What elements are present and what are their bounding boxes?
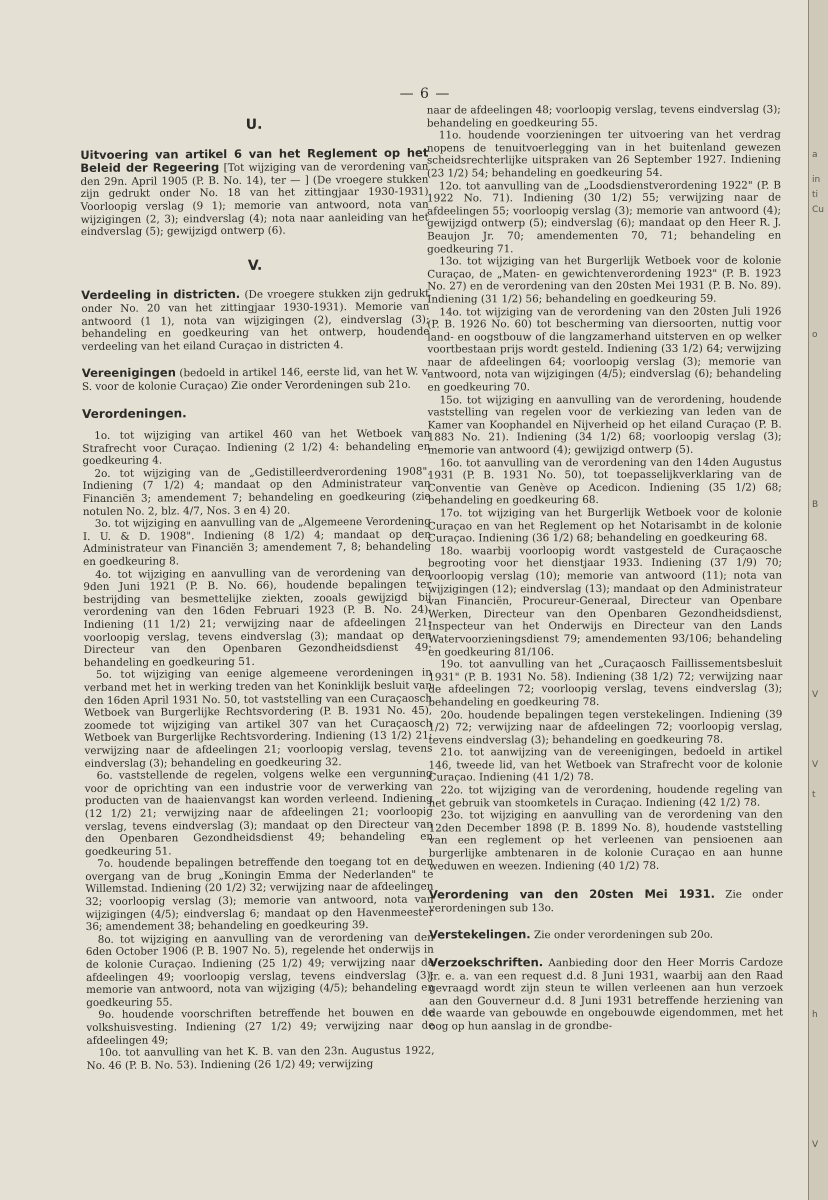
list-item: 6o. vaststellende de regelen, volgens welke een vergunning voor de oprichting van een industrie voor de verwerking van producten van de haaienvangst kan worden verleend. Indiening (12 1/2) 21; verwijzing naar de afdeelingen 21; voorloopig verslag, tevens eindverslag (3); mandaat op den Directeur van den Openbaren Gezondheidsdienst 49; behandeling en goedkeuring 51. <box>84 767 434 858</box>
list-item: 19o. tot aanvulling van het „Curaçaosch Faillissementsbesluit 1931" (P. B. 1931 No. 58). Indiening (38 1/2) 72; verwijzing naar de afdeelingen 72; voorloopig verslag, tevens eindverslag (3); behandeling en goedkeuring 78. <box>428 657 783 709</box>
vereenigingen-text: (bedoeld in artikel 146, eerste lid, van het W. v. S. voor de kolonie Curaçao) Zie onder Verordeningen sub 21o. <box>81 365 430 393</box>
spine-mark: o <box>812 330 818 340</box>
list-item: 9o. houdende voorschriften betreffende het bouwen en de volkshuisvesting. Indiening (27 1/2) 49; verwijzing naar de afdeelingen 49; <box>86 1006 435 1047</box>
spine-mark: B <box>812 500 819 510</box>
spine-mark: ti <box>812 190 819 200</box>
verzoekschriften-text: Aanbieding door den Heer Morris Cardoze Jr. e. a. van een request d.d. 8 Juni 1931, waarbij aan den Raad gevraagd wordt zijn steun te willen verleenen aan hun verzoek aan den Gouverneur d.d. 8 Juni 1931 betreffende herziening van de waarde van gebouwde en ongebouwde eigendommen, met het oog op hun aanslag in de grondbe- <box>429 956 784 1033</box>
spine-mark: V <box>812 690 819 700</box>
list-item: 11o. houdende voorzieningen ter uitvoering van het verdrag nopens de tenuitvoerlegging van in het buitenland gewezen scheidsrechterlijke uitspraken van 26 September 1927. Indiening (23 1/2) 54; behandeling en goedkeuring 54. <box>426 128 781 180</box>
spine-mark: h <box>812 1010 818 1020</box>
right-column <box>427 104 783 1033</box>
verordening-1931-heading: Verordening van den 20sten Mei 1931. <box>428 886 715 902</box>
list-item: 8o. tot wijziging en aanvulling van de verordening van den 6den October 1906 (P. B. 1907 No. 5), regelende het onderwijs in de kolonie Curaçao. Indiening (25 1/2) 49; verwijzing naar de afdeelingen 49; voorloopig verslag, tevens eindverslag (3); memorie van antwoord, nota van wijziging (4/5); behandeling en goedkeuring 55. <box>85 931 435 1009</box>
section-letter-u: U. <box>245 116 263 133</box>
verstekelingen-heading: Verstekelingen. <box>428 927 531 942</box>
verordening-1931-entry <box>429 888 783 915</box>
list-item: 14o. tot wijziging van de verordening van den 20sten Juli 1926 (P. B. 1926 No. 60) tot bescherming van diersoorten, nuttig voor land- en oogstbouw of die langzamerhand uitsterven en op welker voortbestaan prijs wordt gesteld. Indiening (33 1/2) 64; verwijzing naar de afdeelingen 64; voorloopig verslag (3); memorie van antwoord, nota van wijzigingen (4/5); eindverslag (6); behandeling en goedkeuring 70. <box>427 305 782 394</box>
verzoekschriften-entry <box>429 956 783 1033</box>
spine-mark: V <box>812 760 819 770</box>
verdeeling-text: (De vroegere stukken zijn gedrukt onder No. 20 van het zittingjaar 1930-1931). Memorie van antwoord (1 1), nota van wijzigingen (2), eindverslag (3); behandeling en goedkeuring van het ontwerp, houdende verdeeling van het eiland Curaçao in districten 4. <box>81 287 430 353</box>
list-item: 22o. tot wijziging van de verordening, houdende regeling van het gebruik van stoomketels in Curaçao. Indiening (42 1/2) 78. <box>428 783 783 810</box>
list-item: 21o. tot aanwijzing van de vereenigingen, bedoeld in artikel 146, tweede lid, van het Wetboek van Strafrecht voor de kolonie Curaçao. Indiening (41 1/2) 78. <box>428 745 783 784</box>
section-u-entry <box>80 146 429 239</box>
verordening-1931-text: Zie onder verordeningen sub 13o. <box>428 888 783 915</box>
verdeeling-entry <box>81 287 429 353</box>
list-item: 20o. houdende bepalingen tegen verstekelingen. Indiening (39 1/2) 72; verwijzing naar de afdeelingen 72; voorloopig verslag, tevens eindverslag (3); behandeling en goedkeuring 78. <box>428 708 783 747</box>
verstekelingen-text: Zie onder verordeningen sub 20o. <box>533 929 714 942</box>
list-item: 2o. tot wijziging van de „Gedistilleerdverordening 1908". Indiening (7 1/2) 4; mandaat op den Administrateur van Financiën 3; amendement 7; behandeling en goedkeuring (zie notulen No. 2, blz. 4/7, Nos. 3 en 4) 20. <box>82 465 431 518</box>
list-item: 13o. tot wijziging van het Burgerlijk Wetboek voor de kolonie Curaçao, de „Maten- en gewichtenverordening 1923" (P. B. 1923 No. 27) en de verordening van den 20sten Mei 1931 (P. B. No. 89). Indiening (31 1/2) 56; behandeling en goedkeuring 59. <box>427 254 782 306</box>
spine-mark: in <box>812 175 821 185</box>
list-item: 15o. tot wijziging en aanvulling van de verordening, houdende vaststelling van regelen voor de verkiezing van leden van de Kamer van Koophandel en Nijverheid op het eiland Curaçao (P. B. 1883 No. 21). Indiening (34 1/2) 68; voorloopig verslag (3); memorie van antwoord (4); gewijzigd ontwerp (5). <box>427 393 782 457</box>
verdeeling-heading: Verdeeling in districten. <box>81 287 241 303</box>
list-item: 18o. waarbij voorloopig wordt vastgesteld de Curaçaosche begrooting voor het dienstjaar 1933. Indiening (37 1/9) 70; voorloopig verslag (10); memorie van antwoord (11); nota van wijzigingen (12); eindverslag (13); mandaat op den Administrateur van Financiën, Procureur-Generaal, Directeur van Openbare Werken, Directeur van den Openbaren Gezondheidsdienst, Inspecteur van het Onderwijs en Directeur van den Lands Watervoorzieningsdienst 79; amendementen 93/106; behandeling en goedkeuring 81/106. <box>427 544 783 658</box>
spine-mark: t <box>812 790 816 800</box>
vereenigingen-heading: Vereenigingen <box>81 365 176 381</box>
section-u-heading: Uitvoering van artikel 6 van het Reglement op het Beleid der Regeering <box>80 145 429 176</box>
list-item-continued: naar de afdeelingen 48; voorloopig verslag, tevens eindverslag (3); behandeling en goedkeuring 55. <box>426 103 781 130</box>
list-item: 7o. houdende bepalingen betreffende den toegang tot en den overgang van de brug „Koningin Emma der Nederlanden" te Willemstad. Indiening (20 1/2) 32; verwijzing naar de afdeelingen 32; voorloopig verslag (3); memorie van antwoord, nota van wijzigingen (4/5); eindverslag 6; mandaat op den Havenmeester 36; amendement 38; behandeling en goedkeuring 39. <box>85 855 434 934</box>
list-item: 10o. tot aanvulling van het K. B. van den 23n. Augustus 1922, No. 46 (P. B. No. 53). Indiening (26 1/2) 49; verwijzing <box>86 1044 435 1072</box>
list-item: 4o. tot wijziging en aanvulling van de verordening van den 9den Juni 1921 (P. B. No. 66), houdende bepalingen ter bestrijding van besmettelijke ziekten, zooals gewijzigd bij verordening van den 16den Februari 1923 (P. B. No. 24). Indiening (11 1/2) 21; verwijzing naar de afdeelingen 21; voorloopig verslag, tevens eindverslag (3); mandaat op den Directeur van den Openbaren Gezondheidsdienst 49; behandeling en goedkeuring 51. <box>83 566 432 669</box>
page-number: — 6 — <box>399 86 451 102</box>
spine-mark: Cu <box>812 205 824 215</box>
list-item: 23o. tot wijziging en aanvulling van de verordening van den 12den December 1898 (P. B. 1899 No. 8), houdende vaststelling van een reglement op het verleenen van pensioenen aan burgerlijke ambtenaren in de kolonie Curaçao en aan hunne weduwen en weezen. Indiening (40 1/2) 78. <box>428 808 783 873</box>
list-item: 5o. tot wijziging van eenige algemeene verordeningen in verband met het in werking treden van het Koninklijk besluit van den 16den April 1931 No. 50, tot vaststelling van een Curaçaosch Wetboek van Burgerlijke Rechtsvordering (P. B. 1931 No. 45), zoomede tot wijziging van artikel 307 van het Curaçaosch Wetboek van Burgerlijke Rechtsvordering. Indiening (13 1/2) 21; verwijzing naar de afdeelingen 21; voorloopig verslag, tevens eindverslag (3); behandeling en goedkeuring 32. <box>83 666 433 770</box>
adjacent-page-edge <box>808 0 828 1200</box>
section-letter-v: V. <box>247 257 263 274</box>
list-item: 12o. tot aanvulling van de „Loodsdienstverordening 1922" (P. B 1922 No. 71). Indiening (30 1/2) 55; verwijzing naar de afdeelingen 55; voorloopig verslag (3); memorie van antwoord (4); gewijzigd ontwerp (5); eindverslag (6); mandaat op den Heer R. J. Beaujon Jr. 70; amendementen 70, 71; behandeling en goedkeuring 71. <box>427 179 782 255</box>
list-item: 3o. tot wijziging en aanvulling van de „Algemeene Verordening I. U. & D. 1908". Indiening (8 1/2) 4; mandaat op den Administrateur van Financiën 3; amendement 7, 8; behandeling en goedkeuring 8. <box>82 515 432 569</box>
verordeningen-heading: Verordeningen. <box>82 405 187 421</box>
list-item: 17o. tot wijziging van het Burgerlijk Wetboek voor de kolonie Curaçao en van het Reglement op het Notarisambt in de kolonie Curaçao. Indiening (36 1/2) 68; behandeling en goedkeuring 68. <box>427 506 782 545</box>
verzoekschriften-heading: Verzoekschriften. <box>429 955 544 970</box>
left-column <box>80 110 435 1073</box>
section-u-text: [Tot wijziging van de verordening van den 29n. April 1905 (P. B. No. 14), ter — ] (De vroegere stukken zijn gedrukt onder No. 18 van het zittingjaar 1930-1931) Voorloopig verslag (9 1); memorie van antwoord, nota van wijzigingen (2, 3); eindverslag (4); nota naar aanleiding van het eindverslag (5); gewijzigd ontwerp (6). <box>80 160 429 239</box>
list-item: 16o. tot aanvulling van de verordening van den 14den Augustus 1931 (P. B. 1931 No. 50), tot toepasselijkverklaring van de Conventie van Genève op Acedicon. Indiening (35 1/2) 68; behandeling en goedkeuring 68. <box>427 456 782 507</box>
spine-mark: V <box>812 1140 819 1150</box>
list-item: 1o. tot wijziging van artikel 460 van het Wetboek van Strafrecht voor Curaçao. Indiening (2 1/2) 4: behandeling en goedkeuring 4. <box>82 427 431 468</box>
spine-mark: a <box>812 150 818 160</box>
vereenigingen-entry <box>82 365 430 394</box>
verstekelingen-entry <box>429 928 783 943</box>
